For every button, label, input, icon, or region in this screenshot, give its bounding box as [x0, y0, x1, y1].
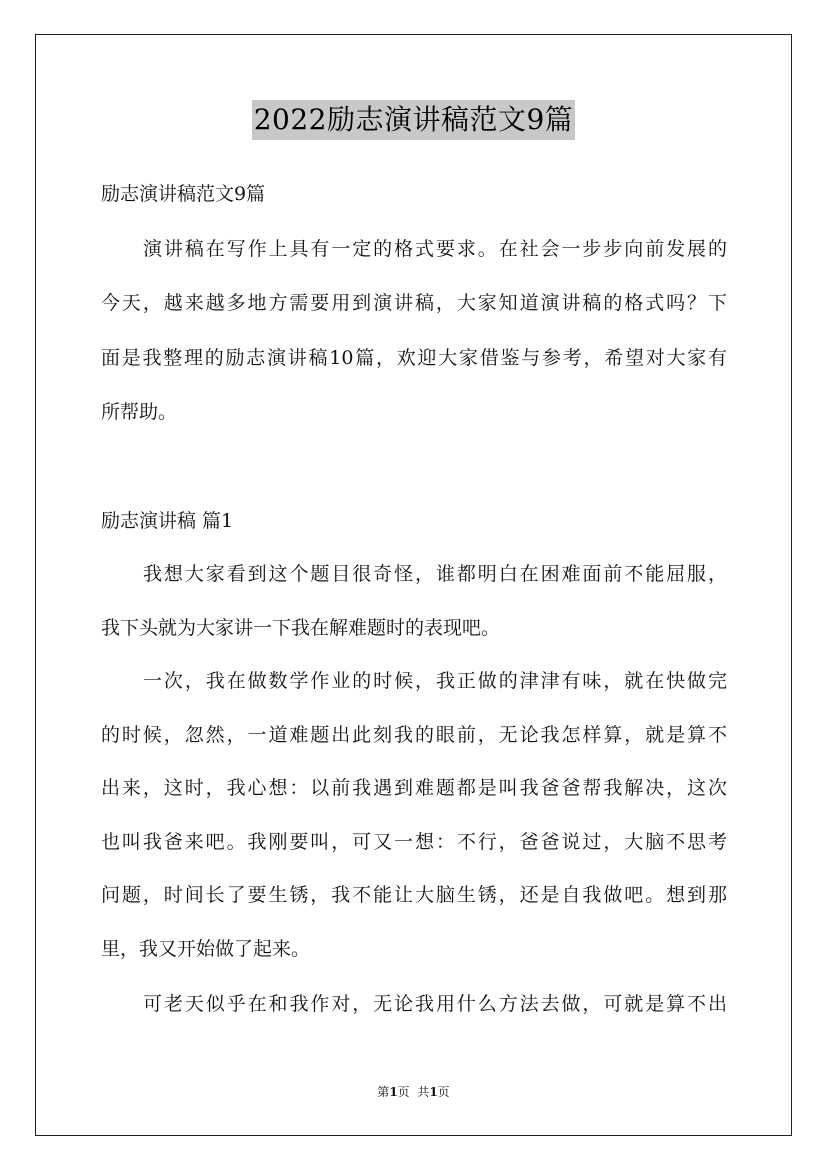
paragraph-line: 出来，这时，我心想：以前我遇到难题都是叫我爸爸帮我解决，这次 [101, 777, 727, 799]
footer-prefix: 第 [377, 1085, 390, 1099]
footer-mid: 页 共 [397, 1085, 430, 1099]
paragraph-line: 也叫我爸来吧。我刚要叫，可又一想：不行，爸爸说过，大脑不思考 [101, 831, 727, 853]
paragraph-line: 问题，时间长了要生锈，我不能让大脑生锈，还是自我做吧。想到那 [101, 884, 727, 906]
intro-line: 演讲稿在写作上具有一定的格式要求。在社会一步步向前发展的 [143, 238, 727, 260]
paragraph-line: 我想大家看到这个题目很奇怪，谁都明白在困难面前不能屈服， [143, 563, 727, 585]
footer-suffix: 页 [437, 1085, 450, 1099]
paragraph-line: 里，我又开始做了起来。 [101, 938, 311, 960]
footer-page-number: 1 [389, 1085, 398, 1099]
paragraph-line: 我下头就为大家讲一下我在解难题时的表现吧。 [101, 617, 501, 639]
paragraph-line: 的时候，忽然，一道难题出此刻我的眼前，无论我怎样算，就是算不 [101, 724, 727, 746]
document-title: 2022励志演讲稿范文9篇 [252, 100, 576, 140]
intro-line: 所帮助。 [101, 401, 178, 423]
page-footer [0, 1083, 827, 1100]
intro-line: 今天，越来越多地方需要用到演讲稿，大家知道演讲稿的格式吗？下 [101, 292, 727, 314]
paragraph-line: 可老天似乎在和我作对，无论我用什么方法去做，可就是算不出 [143, 993, 727, 1015]
section-heading: 励志演讲稿 篇1 [101, 510, 234, 532]
intro-line: 面是我整理的励志演讲稿10篇，欢迎大家借鉴与参考，希望对大家有 [101, 347, 727, 369]
paragraph-line: 一次，我在做数学作业的时候，我正做的津津有味，就在快做完 [143, 670, 727, 692]
title-wrap [0, 100, 827, 140]
footer-page-total: 1 [429, 1085, 438, 1099]
document-subtitle: 励志演讲稿范文9篇 [101, 183, 266, 205]
